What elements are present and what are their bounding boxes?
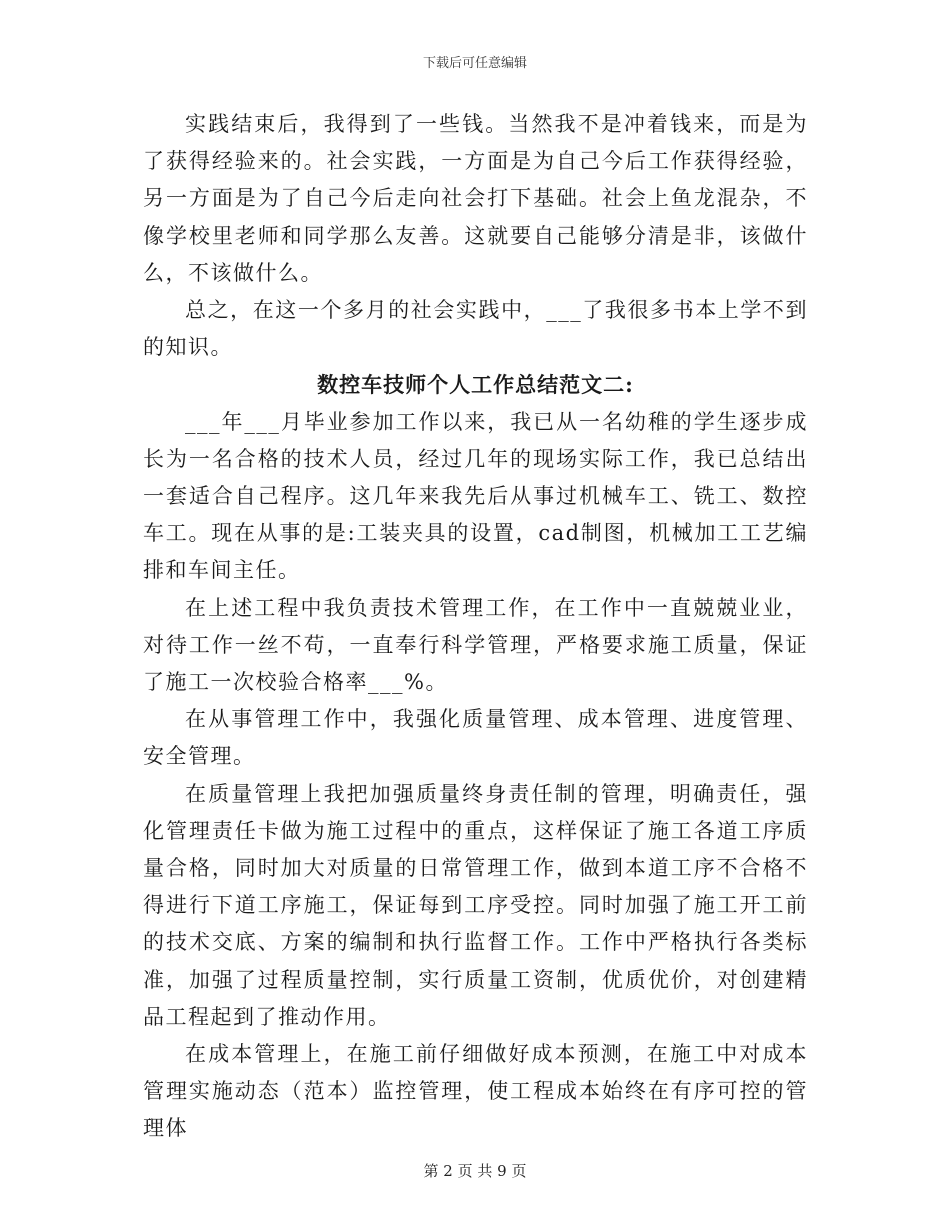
paragraph: 在质量管理上我把加强质量终身责任制的管理，明确责任，强化管理责任卡做为施工过程中的重点，这样保证了施工各道工序质量合格，同时加大对质量的日常管理工作，做到本道工序不合格不得进行下道工序施工，保证每到工序受控。同时加强了施工开工前的技术交底、方案的编制和执行监督工作。工作中严格执行各类标准，加强了过程质量控制，实行质量工资制，优质优价，对创建精品工程起到了推动作用。 [143,781,808,1029]
paragraph: 实践结束后，我得到了一些钱。当然我不是冲着钱来，而是为了获得经验来的。社会实践，一方面是为自己今后工作获得经验，另一方面是为了自己今后走向社会打下基础。社会上鱼龙混杂，不像学校里老师和同学那么友善。这就要自己能够分清是非，该做什么，不该做什么。 [143,112,808,285]
section-title: 数控车技师个人工作总结范文二: [317,372,634,398]
page-footer: 第 2 页 共 9 页 [423,1162,527,1180]
paragraph: 在成本管理上，在施工前仔细做好成本预测，在施工中对成本管理实施动态（范本）监控管理，使工程成本始终在有序可控的管理体 [143,1042,808,1141]
paragraph: 在从事管理工作中，我强化质量管理、成本管理、进度管理、安全管理。 [143,707,808,769]
paragraph: ___年___月毕业参加工作以来，我已从一名幼稚的学生逐步成长为一名合格的技术人员，经过几年的现场实际工作，我已总结出一套适合自己程序。这几年来我先后从事过机械车工、铣工、数控车工。现在从事的是:工装夹具的设置，cad制图，机械加工工艺编排和车间主任。 [143,409,808,583]
paragraph: 在上述工程中我负责技术管理工作，在工作中一直兢兢业业，对待工作一丝不苟，一直奉行科学管理，严格要求施工质量，保证了施工一次校验合格率___%。 [143,595,808,695]
document-body [143,106,808,1148]
paragraph: 总之，在这一个多月的社会实践中，___了我很多书本上学不到的知识。 [143,298,808,360]
page-header: 下载后可任意编辑 [422,56,527,71]
